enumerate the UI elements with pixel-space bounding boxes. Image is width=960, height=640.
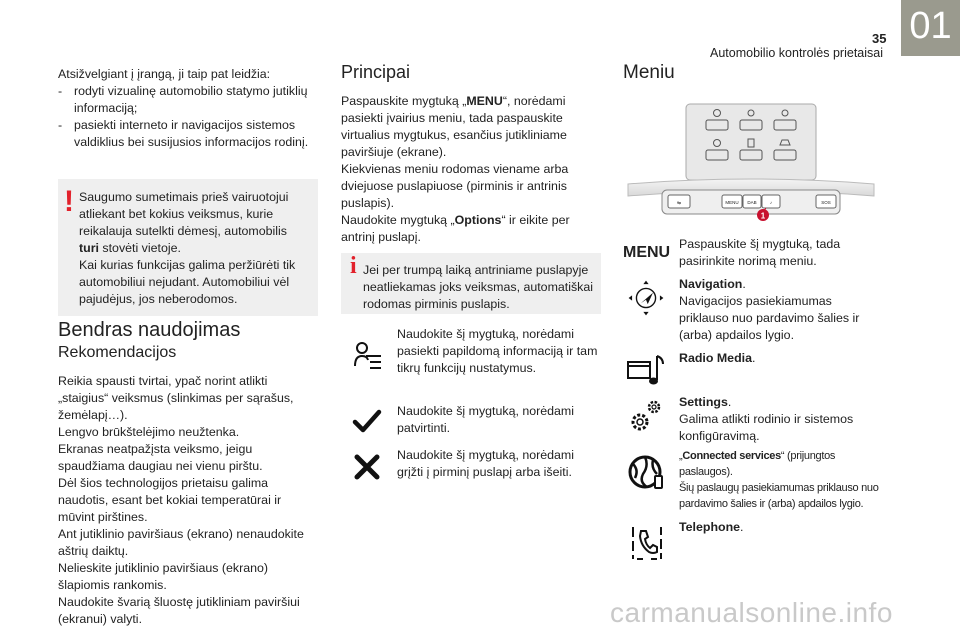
options-icon bbox=[351, 340, 383, 372]
telephone-icon bbox=[623, 523, 669, 563]
page-number: 35 bbox=[872, 31, 887, 46]
menu-title: Meniu bbox=[623, 62, 675, 83]
cross-icon bbox=[351, 451, 383, 483]
info-icon: i bbox=[350, 253, 357, 279]
section-title: Bendras naudojimas bbox=[58, 319, 241, 341]
list-item: - rodyti vizualinę automobilio statymo jutiklių informaciją; bbox=[58, 83, 318, 117]
warning-box bbox=[58, 179, 318, 316]
subsection-title: Rekomendacijos bbox=[58, 344, 177, 361]
screen bbox=[686, 104, 816, 180]
chapter-header-title: Automobilio kontrolės prietaisai bbox=[710, 46, 884, 60]
radio-media-icon bbox=[623, 350, 669, 390]
panel-menu-label: MENU bbox=[725, 200, 739, 205]
panel-dab-label: DAB bbox=[747, 200, 757, 205]
info-text: Jei per trumpą laiką antriniame puslapyje neatliekamas joks veiksmas, automatiškai rodomas pirminis puslapis. bbox=[363, 263, 594, 311]
chapter-tab: 01 bbox=[901, 0, 960, 56]
svg-text:♪: ♪ bbox=[769, 200, 773, 205]
watermark: carmanualsonline.info bbox=[610, 597, 893, 628]
warning-icon: ! bbox=[64, 185, 74, 218]
feature-list bbox=[58, 83, 318, 151]
info-box bbox=[341, 253, 601, 314]
confirm-text: Naudokite šį mygtuką, norėdami patvirtinti. bbox=[397, 404, 574, 435]
list-item: - pasiekti interneto ir navigacijos sistemos valdiklius bei susijusios informacijos rodinį. bbox=[58, 117, 318, 151]
svg-text:⇆: ⇆ bbox=[677, 200, 681, 205]
exit-text: Naudokite šį mygtuką, norėdami grįžti į pirminį puslapį arba išeiti. bbox=[397, 448, 574, 479]
settings-text: Settings. Galima atlikti rodinio ir sistemos konfigūravimą. bbox=[679, 395, 854, 443]
options-text: Naudokite šį mygtuką, norėdami pasiekti papildomą informaciją ir tam tikrų funkcijų nustatymus. bbox=[397, 327, 598, 375]
panel-sos-label: SOS bbox=[821, 200, 831, 205]
principles-title: Principai bbox=[341, 62, 411, 82]
navigation-text: Navigation. Navigacijos pasiekiamumas priklauso nuo pardavimo šalies ir (arba) apdailos lygio. bbox=[679, 277, 860, 342]
menu-text: Paspauskite šį mygtuką, tada pasirinkite norimą meniu. bbox=[679, 237, 841, 268]
intro-block bbox=[58, 66, 318, 151]
settings-icon bbox=[623, 396, 669, 436]
connected-services-icon bbox=[623, 452, 669, 492]
warning-text: Saugumo sumetimais prieš vairuotojui atliekant bet kokius veiksmus, kurie reikalauja sutelkti dėmesį, automobilis turi stovėti vietoje. Kai kurias funkcijas galima peržiūrėti tik automobiliui nejudant. Automobiliui vėl pajudėjus, jos neberodomos. bbox=[79, 190, 296, 306]
radio-media-text: Radio Media. bbox=[679, 351, 756, 365]
intro-text: Atsižvelgiant į įrangą, ji taip pat leidžia: bbox=[58, 67, 271, 81]
recommendations-text: Reikia spausti tvirtai, ypač norint atlikti „staigius“ veiksmus (slinkimas per sąrašus, žemėlapį…). Lengvo brūkštelėjimo neužtenka. Ekranas neatpažįsta veiksmo, jeigu spaudžiama daugiau nei vienu pirštu. Dėl šios technologijos prietaisu galima naudotis, esant bet kokiai temperatūrai ir mūvint pirštines. Ant jutiklinio paviršiaus (ekrano) nenaudokite aštrių daiktų. Nelieskite jutiklinio paviršiaus (ekrano) šlapiomis rankomis. Naudokite švarią šluostę jutikliniam paviršiui (ekranui) valyti. bbox=[58, 374, 304, 626]
connected-services-text: „Connected services“ (prijungtos paslaugos). Šių paslaugų pasiekiamumas priklauso nuo pardavimo šalies ir (arba) apdailos lygio. bbox=[679, 450, 879, 510]
telephone-text: Telephone. bbox=[679, 520, 744, 534]
callout-number: 1 bbox=[760, 211, 766, 221]
checkmark-icon bbox=[351, 405, 383, 437]
navigation-icon bbox=[623, 278, 669, 318]
menu-button-label: MENU bbox=[623, 244, 671, 261]
control-panel-illustration bbox=[622, 100, 880, 230]
principles-text: Paspauskite mygtuką „MENU“, norėdami pasiekti įvairius meniu, tada paspauskite virtualius mygtukus, esančius jutikliniame paviršiuje (ekrane). Kiekvienas meniu rodomas viename arba dviejuose puslapiuose (pirminis ir antrinis puslapis). Naudokite mygtuką „Options“ ir eikite per antrinį puslapį. bbox=[341, 94, 570, 244]
